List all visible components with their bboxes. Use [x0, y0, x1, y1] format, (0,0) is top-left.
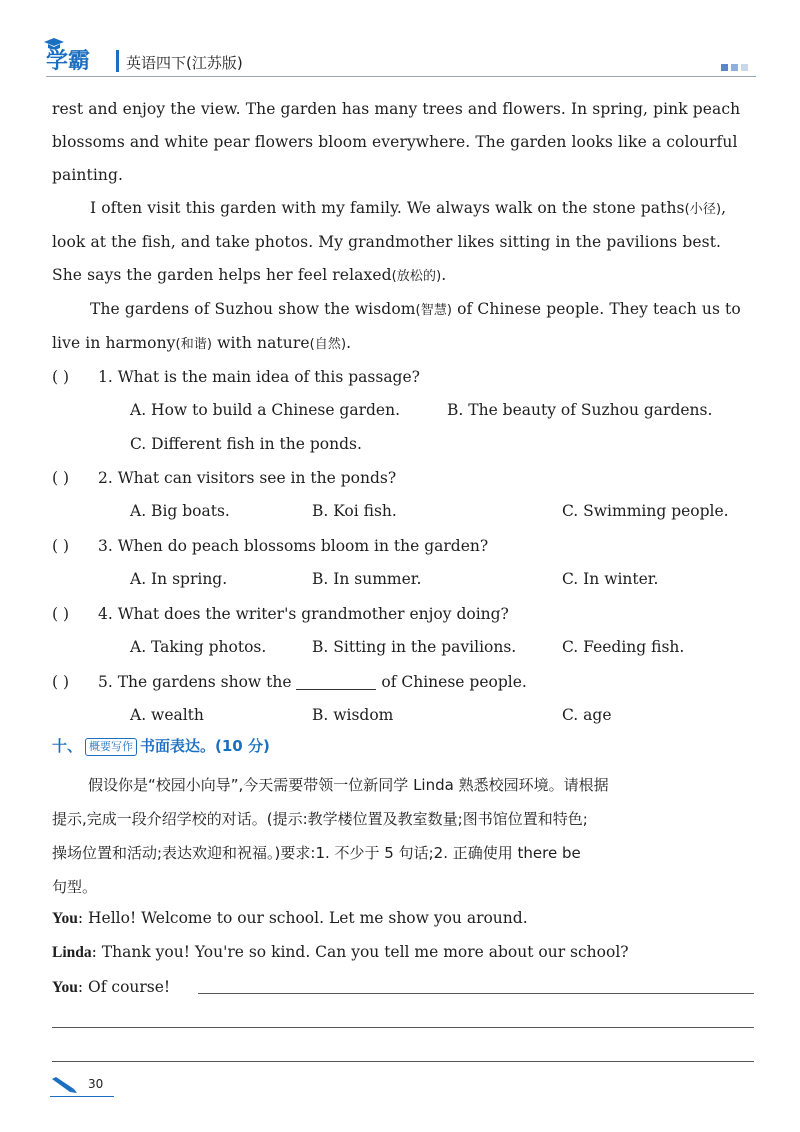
option-a: A. wealth: [130, 706, 204, 724]
speaker-name: Linda: [52, 944, 92, 961]
text-run: , look at the fish, and take photos. My grandmother likes sitting in the pavilions best. She says the garden helps her feel relaxed: [52, 199, 727, 284]
header-rule: [46, 76, 756, 77]
question-2: [52, 461, 754, 495]
text-run: I often visit this garden with my family. We always walk on the stone paths: [90, 199, 685, 217]
pencil-icon: [50, 1076, 78, 1094]
decor-square: [731, 64, 738, 71]
question-stem: 2. What can visitors see in the ponds?: [98, 469, 397, 487]
fill-blank[interactable]: [296, 671, 376, 690]
prompt-line: 句型。: [52, 878, 98, 896]
section-heading: [52, 735, 270, 756]
text-run: of Chinese people. They teach us to live in harmony: [52, 300, 741, 352]
decor-square: [741, 64, 748, 71]
writing-line[interactable]: [52, 1061, 754, 1062]
answer-blank[interactable]: ( ): [52, 368, 70, 386]
option-b: B. In summer.: [312, 570, 422, 588]
section-number: 十、: [52, 737, 83, 755]
passage-paragraph-1: rest and enjoy the view. The garden has many trees and flowers. In spring, pink peach blossoms and white pear flowers bloom everywhere. The garden looks like a colourful painting.: [52, 100, 741, 184]
writing-prompt: [52, 768, 754, 904]
brand-logo: 学霸: [46, 49, 91, 74]
text-run: .: [441, 266, 447, 284]
option-a: A. How to build a Chinese garden.: [130, 401, 401, 419]
question-stem: 3. When do peach blossoms bloom in the garden?: [98, 537, 489, 555]
option-b: B. The beauty of Suzhou gardens.: [447, 401, 713, 419]
dialogue-line: [52, 903, 754, 934]
writing-line[interactable]: [198, 993, 754, 994]
chinese-gloss: (智慧): [415, 303, 453, 318]
prompt-line: 假设你是“校园小向导”,今天需要带领一位新同学 Linda 熟悉校园环境。请根据: [88, 776, 609, 794]
option-b: B. Sitting in the pavilions.: [312, 638, 517, 656]
header-divider: [116, 50, 119, 72]
reading-passage: [52, 93, 754, 361]
question-stem: 1. What is the main idea of this passage?: [98, 368, 420, 386]
question-4: [52, 597, 754, 631]
option-a: A. In spring.: [130, 570, 228, 588]
footer-rule: [50, 1096, 114, 1097]
answer-blank[interactable]: ( ): [52, 605, 70, 623]
chinese-gloss: (和谐): [175, 337, 213, 352]
prompt-line: 操场位置和活动;表达欢迎和祝福。)要求:1. 不少于 5 句话;2. 正确使用 there be: [52, 844, 581, 862]
dialogue-text: Hello! Welcome to our school. Let me show you around.: [88, 909, 528, 927]
option-b: B. wisdom: [312, 706, 394, 724]
decor-square: [721, 64, 728, 71]
option-a: A. Taking photos.: [130, 638, 267, 656]
speaker-separator: :: [91, 943, 102, 961]
question-stem: 4. What does the writer's grandmother enjoy doing?: [98, 605, 509, 623]
section-tag: 概要写作: [85, 738, 137, 756]
prompt-line: 提示,完成一段介绍学校的对话。(提示:教学楼位置及教室数量;图书馆位置和特色;: [52, 810, 588, 828]
dialogue-line: [52, 937, 754, 968]
dialogue-text: Thank you! You're so kind. Can you tell me more about our school?: [101, 943, 629, 961]
text-run: The gardens of Suzhou show the wisdom: [90, 300, 416, 318]
chinese-gloss: (放松的): [391, 269, 442, 284]
option-a: A. Big boats.: [130, 502, 230, 520]
option-c: C. Different fish in the ponds.: [130, 435, 362, 453]
page-number: 30: [88, 1077, 104, 1091]
option-b: B. Koi fish.: [312, 502, 397, 520]
option-c: C. In winter.: [562, 570, 659, 588]
speaker-separator: :: [77, 909, 89, 927]
dialogue-line: [52, 972, 754, 1003]
dialogue-text: Of course!: [88, 978, 171, 996]
question-3: [52, 529, 754, 563]
speaker-name: You: [52, 979, 78, 996]
option-c: C. age: [562, 706, 612, 724]
text-run: .: [346, 334, 352, 352]
header-decoration: [721, 64, 748, 71]
stem-part: 5. The gardens show the: [98, 673, 292, 691]
answer-blank[interactable]: ( ): [52, 537, 70, 555]
passage-paragraph-3: [52, 293, 754, 361]
chinese-gloss: (小径): [684, 202, 722, 217]
answer-blank[interactable]: ( ): [52, 469, 70, 487]
question-5: [52, 665, 754, 699]
option-c: C. Swimming people.: [562, 502, 729, 520]
text-run: with nature: [212, 334, 310, 352]
speaker-separator: :: [77, 978, 89, 996]
option-c: C. Feeding fish.: [562, 638, 685, 656]
writing-line[interactable]: [52, 1027, 754, 1028]
stem-part: of Chinese people.: [381, 673, 527, 691]
passage-paragraph-2: [52, 192, 754, 293]
speaker-name: You: [52, 910, 78, 927]
section-title: 书面表达。(10 分): [140, 737, 270, 755]
question-stem: [98, 665, 527, 699]
chinese-gloss: (自然): [309, 337, 347, 352]
answer-blank[interactable]: ( ): [52, 673, 70, 691]
book-title: 英语四下(江苏版): [126, 54, 243, 72]
page-header: [46, 44, 756, 78]
question-1: [52, 360, 754, 394]
